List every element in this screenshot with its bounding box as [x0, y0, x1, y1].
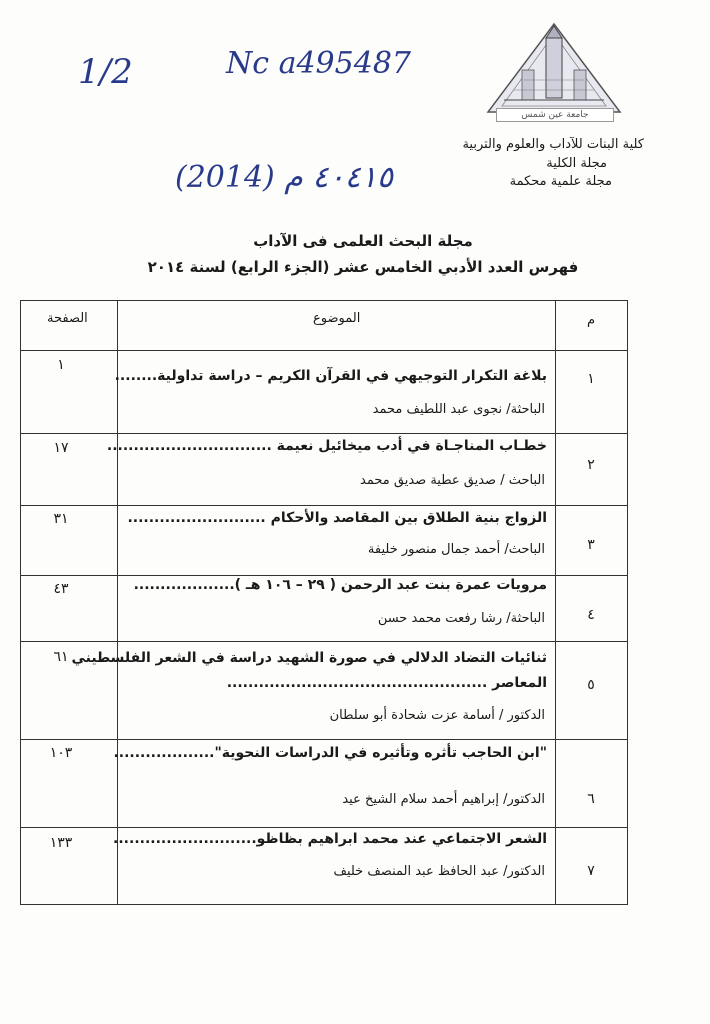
row-number: ٣ [587, 537, 595, 553]
row-topic: بلاغة التكرار التوجيهي في القرآن الكريم – دراسة تداولية........ [114, 368, 547, 384]
header-page: الصفحة [47, 311, 88, 326]
row-topic: "ابن الحاجب تأثره وتأثيره في الدراسات النحوية"................... [113, 745, 547, 761]
column-divider [555, 301, 556, 904]
index-title: فهرس العدد الأدبي الخامس عشر (الجزء الرابع) لسنة ٢٠١٤ [147, 258, 579, 276]
row-number: ٢ [587, 457, 595, 473]
header-topic: الموضوع [313, 311, 361, 326]
row-page: ١٧ [53, 440, 69, 456]
row-author: الدكتور / أسامة عزت شحادة أبو سلطان [329, 708, 545, 723]
column-divider [117, 301, 118, 904]
row-divider [21, 350, 627, 351]
row-topic-continued: المعاصر ................................................. [226, 675, 547, 691]
row-page: ١٣٣ [49, 835, 73, 851]
row-author: الباحثة/ رشا رفعت محمد حسن [377, 611, 545, 626]
header-number: م [587, 313, 596, 328]
row-author: الدكتور/ إبراهيم أحمد سلام الشيخ عيد [342, 792, 545, 807]
handwritten-page-number: 1/2 [78, 52, 133, 92]
handwritten-date: (2014) ٤٠٤١٥ م [175, 160, 393, 195]
faculty-name: كلية البنات للآداب والعلوم والتربية [462, 137, 644, 152]
row-number: ١ [587, 371, 595, 387]
row-page: ١ [57, 357, 65, 373]
row-author: الباحث/ أحمد جمال منصور خليفة [367, 542, 545, 557]
logo-caption: جامعة عين شمس [496, 108, 614, 122]
handwritten-record-number: Nc a495487 [226, 46, 411, 81]
row-divider [21, 827, 627, 828]
row-author: الباحث / صديق عطية صديق محمد [360, 473, 545, 488]
row-divider [21, 641, 627, 642]
row-topic: خطـاب المناجـاة في أدب ميخائيل نعيمة ............................... [106, 438, 547, 454]
row-topic: ثنائيات التضاد الدلالي في صورة الشهيد دراسة في الشعر الفلسطيني [71, 650, 547, 666]
row-author: الباحثة/ نجوى عبد اللطيف محمد [372, 402, 545, 417]
row-page: ٦١ [53, 649, 69, 665]
row-divider [21, 575, 627, 576]
row-page: ٣١ [53, 511, 69, 527]
row-topic: مرويات عمرة بنت عبد الرحمن ( ٢٩ – ١٠٦ هـ )................... [133, 577, 547, 593]
row-number: ٥ [587, 677, 595, 693]
row-divider [21, 739, 627, 740]
row-topic: الشعر الاجتماعي عند محمد ابراهيم بظاظو........................... [113, 831, 547, 847]
journal-label: مجلة الكلية [546, 156, 607, 171]
row-page: ١٠٣ [49, 745, 73, 761]
contents-table [20, 300, 628, 905]
journal-title: مجلة البحث العلمى فى الآداب [253, 232, 473, 250]
journal-type: مجلة علمية محكمة [509, 174, 612, 189]
row-page: ٤٣ [53, 581, 69, 597]
row-divider [21, 505, 627, 506]
row-number: ٤ [587, 607, 595, 623]
row-number: ٦ [587, 791, 595, 807]
row-topic: الزواج بنية الطلاق بين المقاصد والأحكام .......................... [127, 510, 547, 526]
row-author: الدكتور/ عبد الحافظ عبد المنصف خليف [333, 864, 545, 879]
row-divider [21, 433, 627, 434]
row-number: ٧ [587, 863, 595, 879]
